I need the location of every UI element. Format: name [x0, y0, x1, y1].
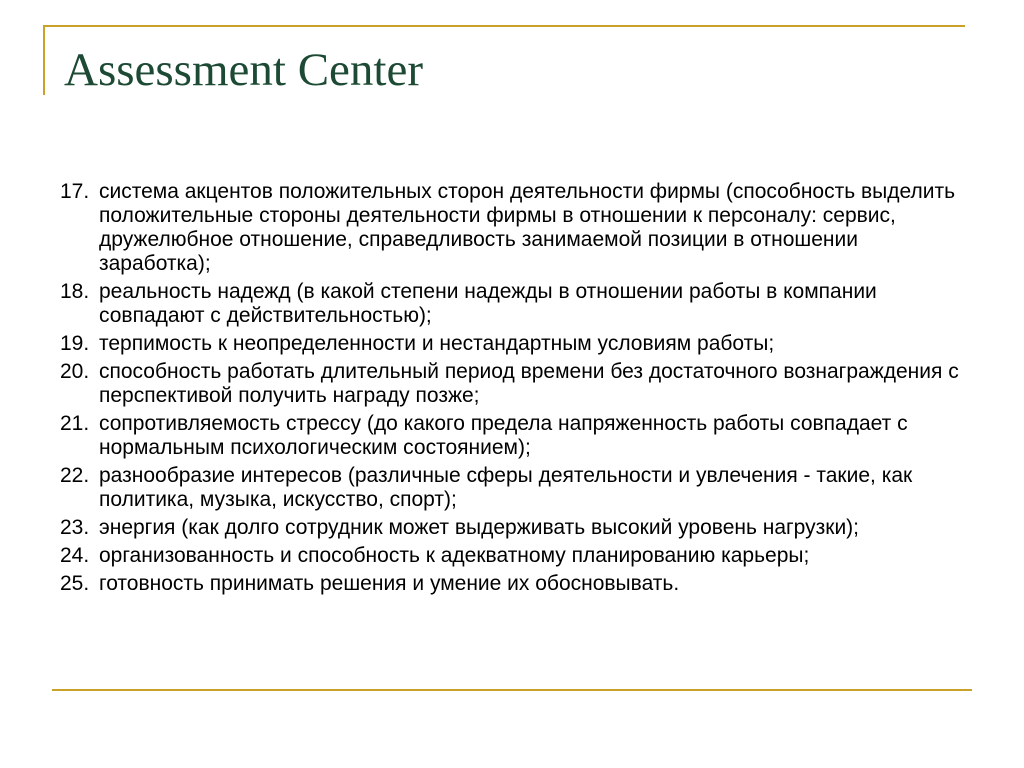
- item-number: 19.: [60, 332, 90, 355]
- item-number: 21.: [60, 412, 90, 435]
- list-item: [60, 360, 960, 408]
- item-text: способность работать длительный период времени без достаточного вознаграждения с перспективой получить награду позже;: [99, 360, 959, 407]
- item-text: организованность и способность к адекватному планированию карьеры;: [99, 544, 810, 567]
- list-item: [60, 516, 960, 540]
- list-item: [60, 544, 960, 568]
- item-number: 24.: [60, 544, 90, 567]
- list-item: [60, 332, 960, 356]
- item-text: разнообразие интересов (различные сферы деятельности и увлечения - такие, как политика, музыка, искусство, спорт);: [99, 464, 913, 511]
- item-number: 18.: [60, 280, 90, 303]
- item-text: готовность принимать решения и умение их обосновывать.: [99, 572, 680, 595]
- list-item: [60, 412, 960, 460]
- list-item: [60, 464, 960, 512]
- item-text: энергия (как долго сотрудник может выдерживать высокий уровень нагрузки);: [99, 516, 859, 539]
- list-item: [60, 180, 960, 276]
- bottom-accent-line: [52, 689, 972, 691]
- item-text: система акцентов положительных сторон деятельности фирмы (способность выделить положительные стороны деятельности фирмы в отношении к персоналу: сервис, дружелюбное отношение, справедливость занимаемой позиции в отношении заработка);: [99, 180, 956, 275]
- item-text: терпимость к неопределенности и нестандартным условиям работы;: [99, 332, 775, 355]
- slide-title: Assessment Center: [64, 44, 423, 96]
- item-text: реальность надежд (в какой степени надежды в отношении работы в компании совпадают с действительностью);: [99, 280, 877, 327]
- item-number: 23.: [60, 516, 90, 539]
- item-number: 20.: [60, 360, 90, 383]
- list-item: [60, 280, 960, 328]
- item-number: 22.: [60, 464, 90, 487]
- list-item: [60, 572, 960, 596]
- item-number: 25.: [60, 572, 90, 595]
- item-number: 17.: [60, 180, 90, 203]
- top-accent-line: [43, 25, 965, 27]
- left-accent-line: [43, 25, 45, 95]
- criteria-list: [60, 180, 960, 600]
- item-text: сопротивляемость стрессу (до какого предела напряженность работы совпадает с нормальным психологическим состоянием);: [99, 412, 908, 459]
